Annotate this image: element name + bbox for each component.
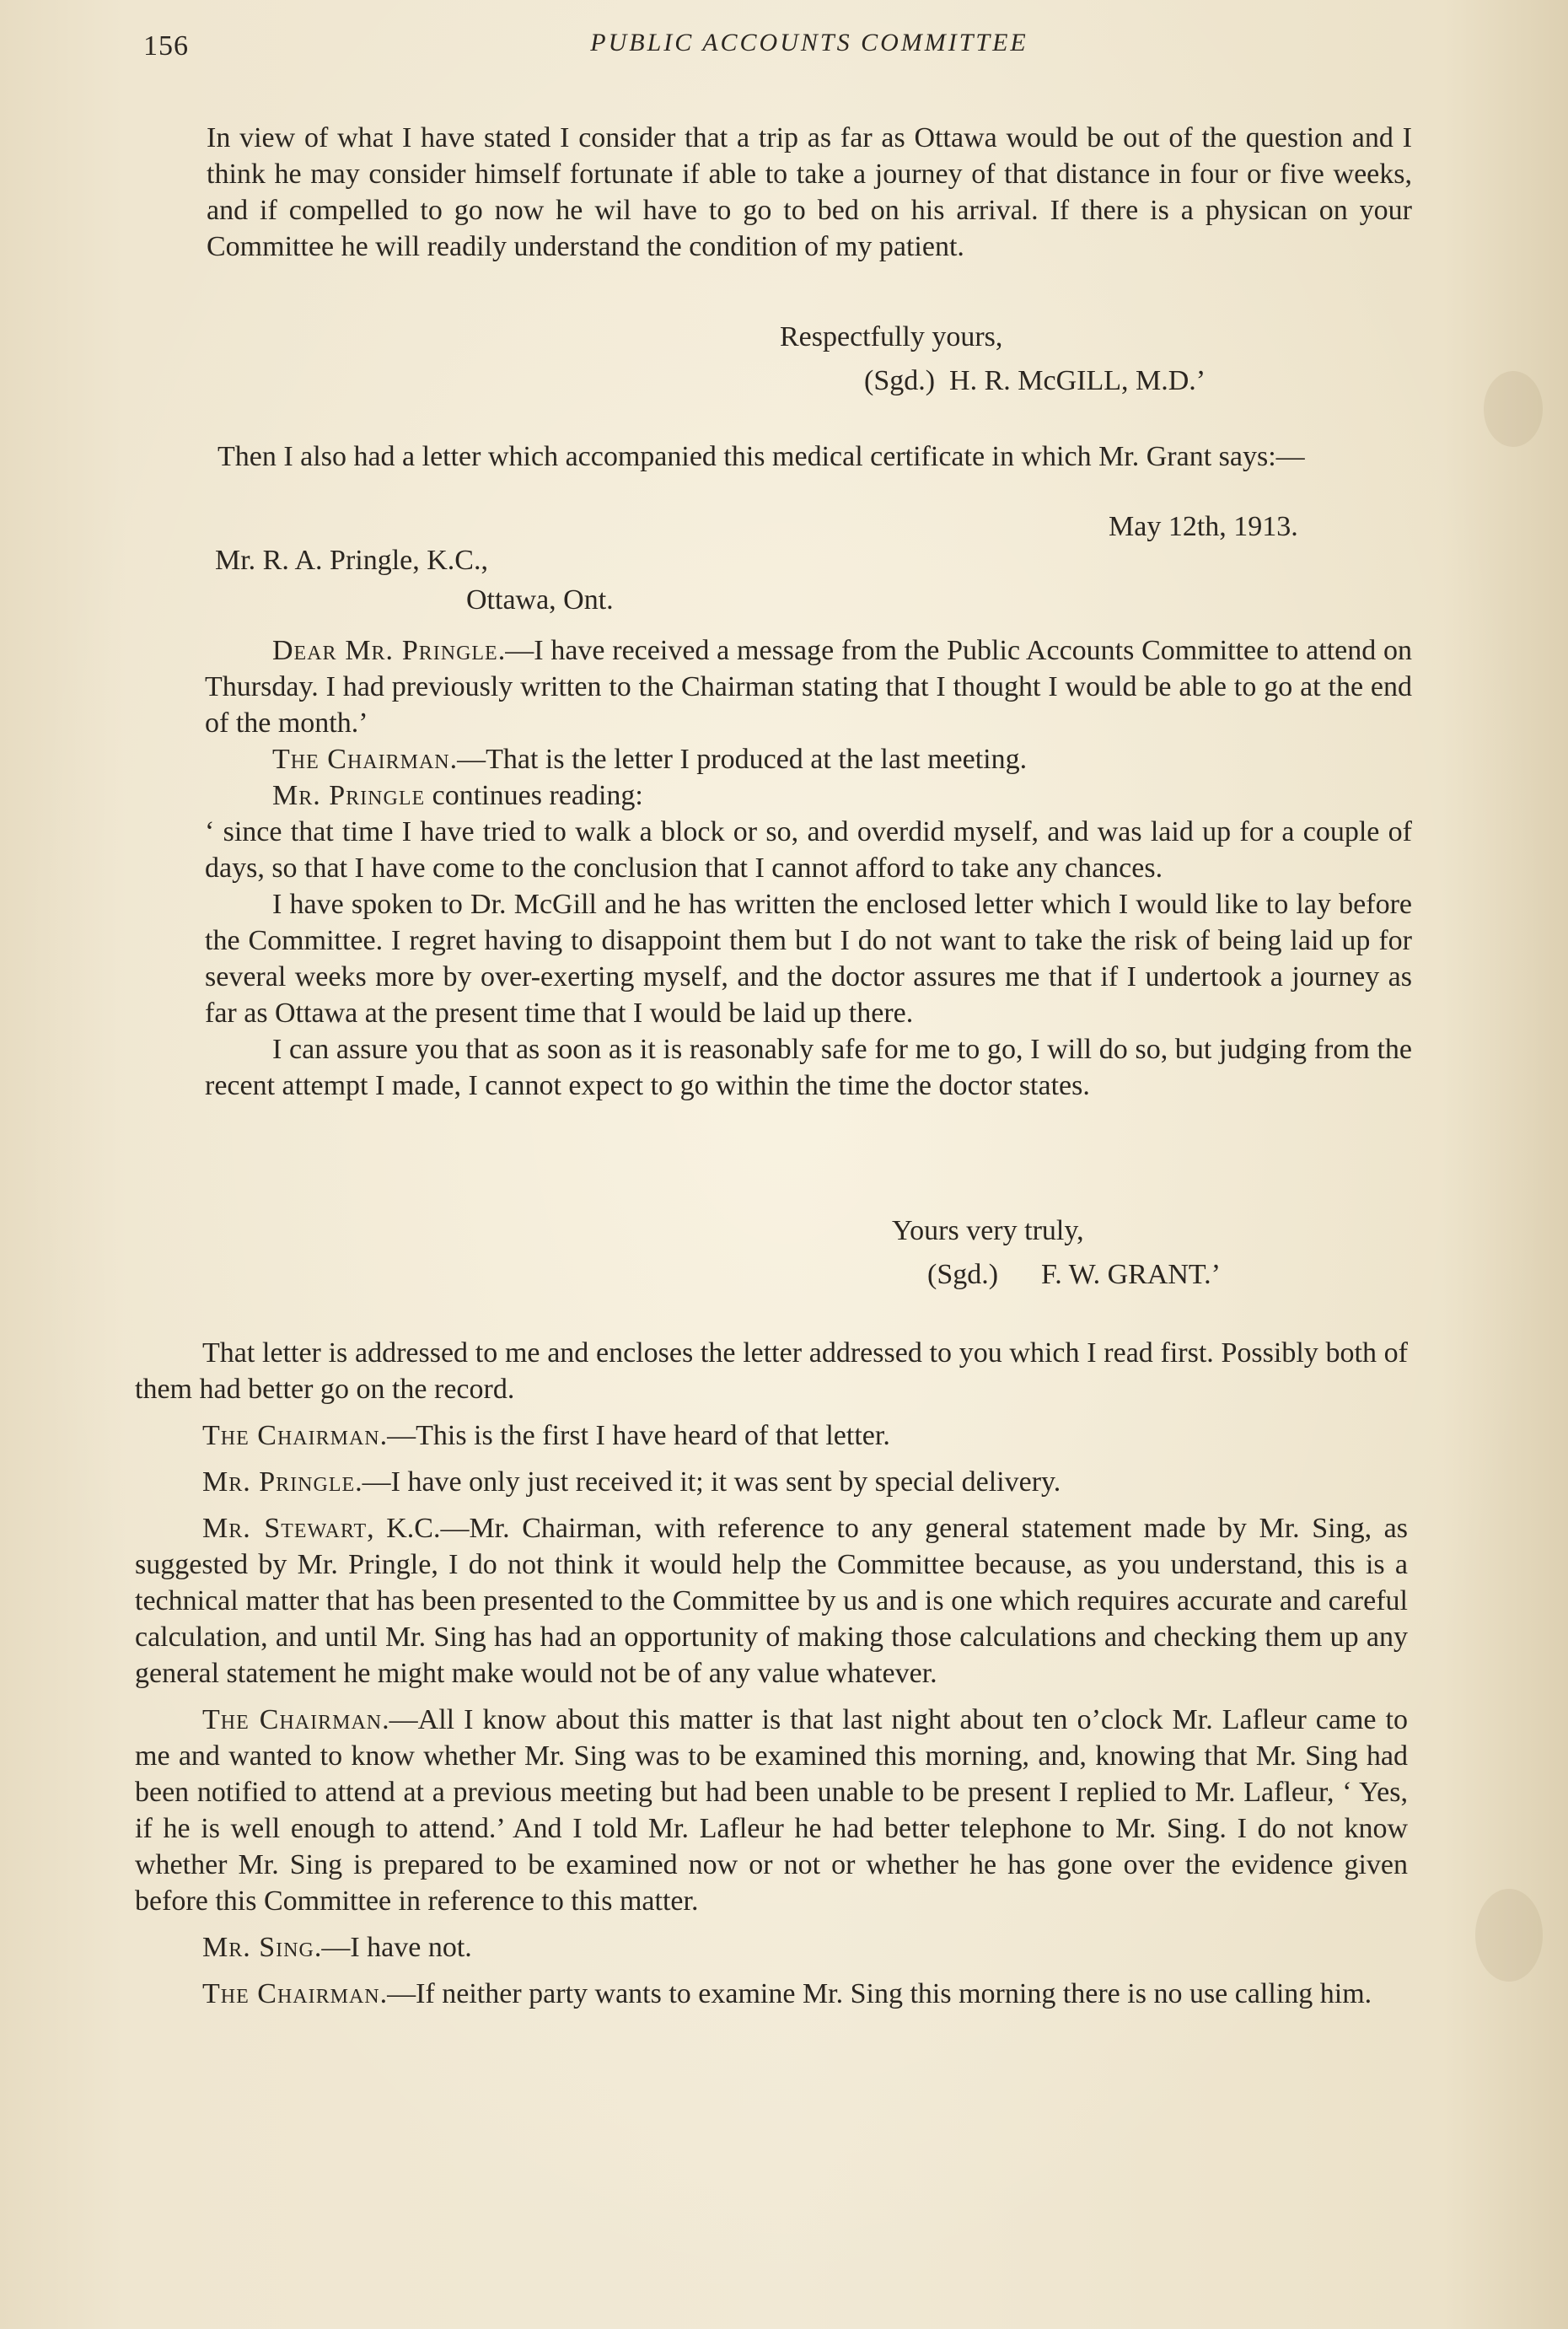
intro-paragraph: Then I also had a letter which accompanied this medical certificate in which Mr. Grant says:—: [217, 441, 1305, 472]
speaker-name: Mr. Sing: [202, 1932, 314, 1963]
letter2-paragraph-4: I can assure you that as soon as it is reasonably safe for me to go, I will do so, but judging from the recent attempt I made, I cannot expect to go within the time the doctor states.: [205, 1034, 1412, 1101]
letter2-body-block: [205, 632, 1412, 1104]
letter2-date: May 12th, 1913.: [1109, 511, 1298, 542]
speaker-name: Mr. Pringle: [202, 1466, 356, 1498]
dialogue-paragraph: Mr. Pringle.—I have only just received it; it was sent by special delivery.: [202, 1466, 1061, 1498]
paper-stain: [1484, 371, 1543, 447]
continues-reading: Mr. Pringle continues reading:: [272, 780, 643, 811]
dialogue-paragraph: That letter is addressed to me and encloses the letter addressed to you which I read first. Possibly both of them had better go on the record.: [135, 1337, 1408, 1405]
dialogue-paragraph: The Chairman.—All I know about this matter is that last night about ten o’clock Mr. Lafleur came to me and wanted to know whether Mr. Sing was to be examined this morning, and, knowing that Mr. Sing had been notified to attend at a previous meeting but had been unable to be present I replied to Mr. Lafleur, ‘ Yes, if he is well enough to attend.’ And I told Mr. Lafleur he had better telephone to Mr. Sing. I do not know whether Mr. Sing is prepared to be examined now or not or whether he has gone over the evidence given before this Committee in reference to this matter.: [135, 1704, 1408, 1917]
paper-stain: [1475, 1889, 1543, 1982]
letter1-body: In view of what I have stated I consider that a trip as far as Ottawa would be out of the question and I think he may consider himself fortunate if able to take a journey of that distance in four or five weeks, and if compelled to go now he wil have to go to bed on his arrival. If there is a physican on your Committee he will readily understand the condition of my patient.: [207, 122, 1412, 262]
speaker-name: The Chairman: [202, 1704, 383, 1735]
speaker-name: The Chairman: [202, 1978, 380, 2009]
letter2-address-place: Ottawa, Ont.: [466, 584, 614, 616]
letter2-closing: Yours very truly,: [892, 1215, 1084, 1246]
dialogue-paragraph: Mr. Stewart, K.C.—Mr. Chairman, with reference to any general statement made by Mr. Sing, as suggested by Mr. Pringle, I do not think it would help the Committee because, as you understand, this is a technical matter that has been presented to the Committee by us and is one which requires accurate and careful calculation, and until Mr. Sing has had an opportunity of making those calculations and checking them up any general statement he might make would not be of any value whatever.: [135, 1513, 1409, 1689]
salutation: Dear Mr. Pringle: [272, 635, 498, 666]
page-header: [143, 27, 1475, 66]
letter2-paragraph-1: Dear Mr. Pringle.—I have received a message from the Public Accounts Committee to attend on Thursday. I had previously written to the Chairman stating that I thought I would be able to go at the end of the month.’: [205, 635, 1413, 739]
letter1-body-block: [207, 120, 1412, 265]
letter2-signature: (Sgd.) F. W. GRANT.’: [927, 1259, 1222, 1290]
intro-block: [150, 438, 1410, 475]
letter2-address-name: Mr. R. A. Pringle, K.C.,: [215, 545, 488, 576]
letter1-signature: (Sgd.) H. R. McGILL, M.D.’: [864, 365, 1206, 396]
speaker-name: The Chairman: [202, 1420, 380, 1451]
letter1-closing: Respectfully yours,: [780, 321, 1003, 352]
dialogue-block: [135, 1335, 1408, 2012]
dialogue-paragraph: The Chairman.—If neither party wants to examine Mr. Sing this morning there is no use calling him.: [202, 1978, 1372, 2009]
dialogue-paragraph: The Chairman.—This is the first I have heard of that letter.: [202, 1420, 890, 1451]
letter2-paragraph-3: I have spoken to Dr. McGill and he has written the enclosed letter which I would like to lay before the Committee. I regret having to disappoint them but I do not want to take the risk of being laid up for several weeks more by over-exerting myself, and the doctor assures me that if I undertook a journey as far as Ottawa at the present time that I would be laid up there.: [205, 889, 1412, 1029]
running-head: PUBLIC ACCOUNTS COMMITTEE: [590, 29, 1028, 56]
chairman-interjection: The Chairman.—That is the letter I produced at the last meeting.: [272, 744, 1028, 775]
dialogue-paragraph: Mr. Sing.—I have not.: [202, 1932, 472, 1963]
speaker-name: The Chairman: [272, 744, 450, 775]
speaker-name: Mr. Stewart: [202, 1513, 368, 1544]
speaker-name: Mr. Pringle: [272, 780, 426, 811]
letter2-paragraph-2: ‘ since that time I have tried to walk a block or so, and overdid myself, and was laid up for a couple of days, so that I have come to the conclusion that I cannot afford to take any chances.: [205, 816, 1412, 884]
page-number: 156: [143, 30, 189, 62]
